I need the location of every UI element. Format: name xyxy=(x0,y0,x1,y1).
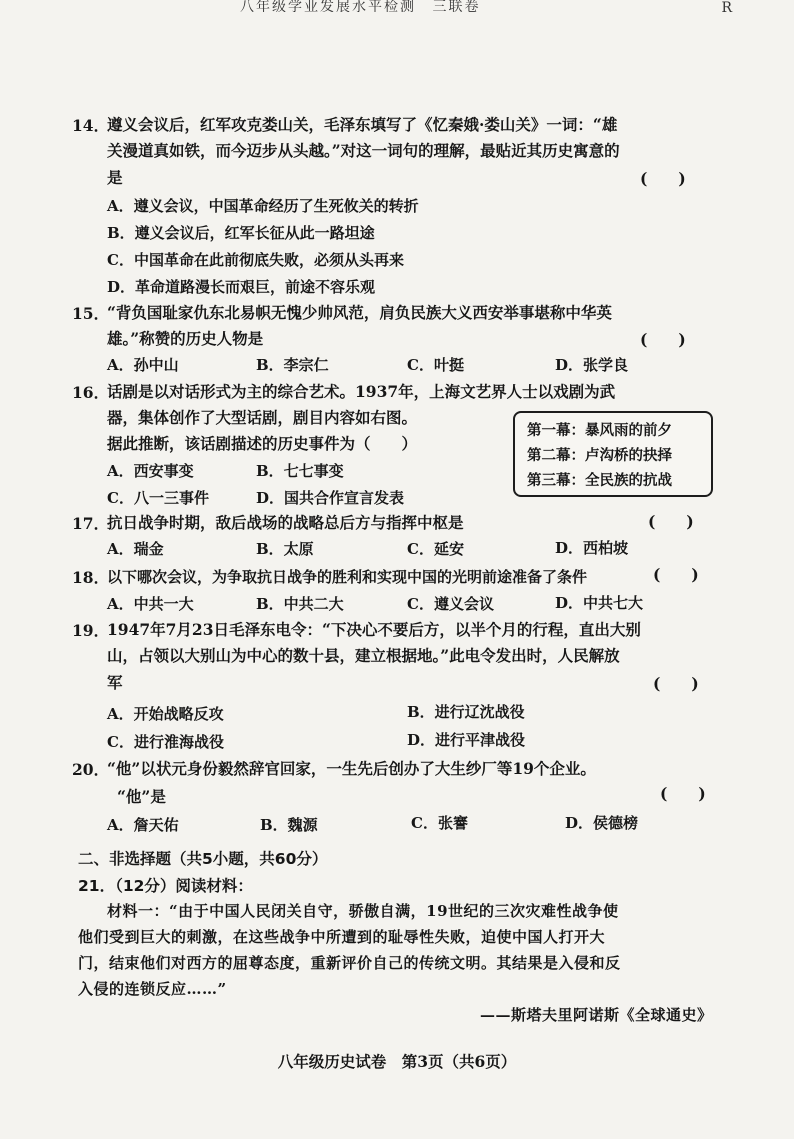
q20-answer-paren: ( ) xyxy=(660,784,706,803)
q15-option-a: A．孙中山 xyxy=(107,356,179,374)
q16-number: 16． xyxy=(72,383,110,402)
q18-option-c: C．遵义会议 xyxy=(407,595,494,613)
scene-3: 第三幕：全民族的抗战 xyxy=(527,472,672,489)
q19-option-b: B．进行辽沈战役 xyxy=(407,703,525,721)
q17-option-a: A．瑞金 xyxy=(107,540,164,558)
q20-option-d: D．侯德榜 xyxy=(565,814,639,832)
q19-line-1: 1947年7月23日毛泽东电令：“下决心不要后方，以半个月的行程，直出大别 xyxy=(107,620,641,639)
q17-answer-paren: ( ) xyxy=(648,512,694,531)
scene-1: 第一幕：暴风雨的前夕 xyxy=(527,422,672,439)
clipped-title-right: 三联卷 xyxy=(432,0,481,12)
q18-number: 18． xyxy=(72,568,110,587)
q15-line-1: “背负国耻家仇东北易帜无愧少帅风范，肩负民族大义西安举事堪称中华英 xyxy=(107,303,612,322)
q15-option-c: C．叶挺 xyxy=(407,356,464,374)
q19-answer-paren: ( ) xyxy=(653,674,699,693)
q16-line-3: 据此推断，该话剧描述的历史事件为（ ） xyxy=(107,434,418,453)
q17-option-c: C．延安 xyxy=(407,540,464,558)
q20-number: 20． xyxy=(72,760,110,779)
q14-option-c: C．中国革命在此前彻底失败，必须从头再来 xyxy=(107,251,404,269)
q14-line-3: 是 xyxy=(107,168,123,187)
q21-heading: 21．（12分）阅读材料： xyxy=(78,877,253,895)
q15-number: 15． xyxy=(72,304,110,323)
q16-line-1: 话剧是以对话形式为主的综合艺术。1937年，上海文艺界人士以戏剧为武 xyxy=(107,382,616,401)
q20-line-1: “他”以状元身份毅然辞官回家，一生先后创办了大生纱厂等19个企业。 xyxy=(107,759,596,778)
q14-line-2: 关漫道真如铁，而今迈步从头越。”对这一词句的理解，最贴近其历史寓意的 xyxy=(107,141,620,160)
q18-answer-paren: ( ) xyxy=(653,565,699,584)
q20-option-b: B．魏源 xyxy=(260,816,318,834)
q20-line-2: “他”是 xyxy=(117,787,166,806)
corner-mark: R xyxy=(721,0,732,16)
clipped-header xyxy=(240,0,540,12)
material-source: ——斯塔夫里阿诺斯《全球通史》 xyxy=(480,1006,713,1024)
q15-option-d: D．张学良 xyxy=(555,356,629,374)
q14-option-d: D．革命道路漫长而艰巨，前途不容乐观 xyxy=(107,278,376,296)
q16-line-2: 器，集体创作了大型话剧，剧目内容如右图。 xyxy=(107,408,418,427)
q17-option-d: D．西柏坡 xyxy=(555,539,629,557)
q17-number: 17． xyxy=(72,514,110,533)
q19-line-2: 山，占领以大别山为中心的数十县，建立根据地。”此电令发出时，人民解放 xyxy=(107,646,620,665)
material-line-1: 材料一：“由于中国人民闭关自守，骄傲自满，19世纪的三次灾难性战争使 xyxy=(107,902,619,920)
page-footer: 八年级历史试卷 第3页（共6页） xyxy=(277,1052,517,1071)
q14-option-a: A．遵义会议，中国革命经历了生死攸关的转折 xyxy=(107,197,419,215)
scene-2: 第二幕：卢沟桥的抉择 xyxy=(527,447,672,464)
q14-option-b: B．遵义会议后，红军长征从此一路坦途 xyxy=(107,224,375,242)
q19-line-3: 军 xyxy=(107,673,123,692)
q16-option-b: B．七七事变 xyxy=(256,462,344,480)
q20-option-a: A．詹天佑 xyxy=(107,816,179,834)
q19-option-d: D．进行平津战役 xyxy=(407,731,526,749)
material-line-2: 他们受到巨大的刺激，在这些战争中所遭到的耻辱性失败，迫使中国人打开大 xyxy=(78,928,606,946)
material-line-4: 入侵的连锁反应……” xyxy=(78,980,227,998)
q14-number: 14． xyxy=(72,116,110,135)
q17-option-b: B．太原 xyxy=(256,540,314,558)
material-line-3: 门，结束他们对西方的屈尊态度，重新评价自己的传统文明。其结果是入侵和反 xyxy=(78,954,621,972)
q14-answer-paren: ( ) xyxy=(640,169,686,188)
q18-option-b: B．中共二大 xyxy=(256,595,344,613)
q16-option-c: C．八一三事件 xyxy=(107,489,209,507)
q15-answer-paren: ( ) xyxy=(640,330,686,349)
q18-option-d: D．中共七大 xyxy=(555,594,644,612)
q17-line-1: 抗日战争时期，敌后战场的战略总后方与指挥中枢是 xyxy=(107,513,464,532)
q15-line-2: 雄。”称赞的历史人物是 xyxy=(107,329,264,348)
q16-option-d: D．国共合作宣言发表 xyxy=(256,489,405,507)
section2-title: 二、非选择题（共5小题，共60分） xyxy=(78,850,328,868)
q20-option-c: C．张謇 xyxy=(411,814,468,832)
q18-line-1: 以下哪次会议，为争取抗日战争的胜利和实现中国的光明前途准备了条件 xyxy=(107,568,588,586)
q18-option-a: A．中共一大 xyxy=(107,595,194,613)
clipped-title: 八年级学业发展水平检测 xyxy=(240,0,416,12)
q15-option-b: B．李宗仁 xyxy=(256,356,329,374)
q14-line-1: 遵义会议后，红军攻克娄山关，毛泽东填写了《忆秦娥·娄山关》一词：“雄 xyxy=(107,115,618,134)
q19-option-c: C．进行淮海战役 xyxy=(107,733,224,751)
q16-option-a: A．西安事变 xyxy=(107,462,194,480)
q19-number: 19． xyxy=(72,621,110,640)
q19-option-a: A．开始战略反攻 xyxy=(107,705,224,723)
play-scenes-box xyxy=(513,411,713,497)
